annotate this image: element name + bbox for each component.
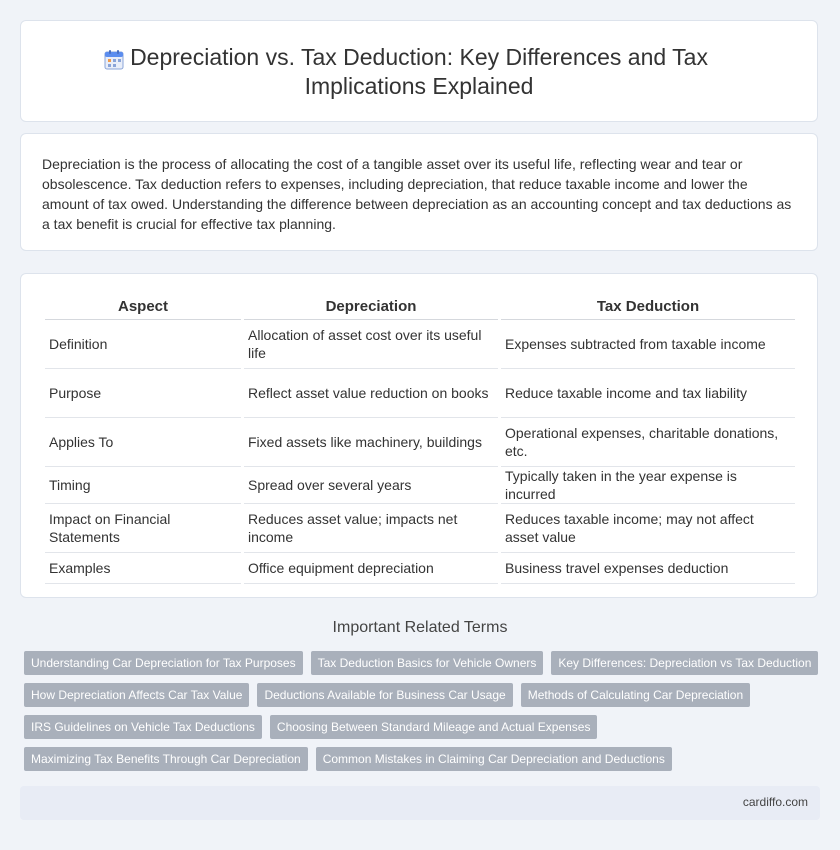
related-terms-list	[24, 651, 824, 779]
footer-site-link[interactable]: cardiffo.com	[742, 795, 808, 809]
table-cell: Examples	[45, 553, 241, 584]
page-title-line1: Depreciation vs. Tax Deduction: Key Differences and Tax	[130, 44, 708, 70]
table-cell: Applies To	[45, 418, 241, 467]
table-cell: Fixed assets like machinery, buildings	[244, 418, 498, 467]
table-row	[45, 553, 795, 584]
header-tax-deduction: Tax Deduction	[501, 294, 795, 320]
related-term-link[interactable]: Tax Deduction Basics for Vehicle Owners	[311, 651, 544, 675]
table-cell: Definition	[45, 320, 241, 369]
page-title	[21, 43, 817, 101]
table-cell: Office equipment depreciation	[244, 553, 498, 584]
intro-paragraph: Depreciation is the process of allocating the cost of a tangible asset over its useful life, reflecting wear and tear or obsolescence. Tax deduction refers to expenses, including depreciation, that reduce taxable income and lower the amount of tax owed. Understanding the difference between depreciation as an accounting concept and tax deductions as a tax benefit is crucial for effective tax planning.	[42, 156, 792, 232]
table-cell: Business travel expenses deduction	[501, 553, 795, 584]
related-term-link[interactable]: Understanding Car Depreciation for Tax Purposes	[24, 651, 303, 675]
footer	[20, 786, 820, 820]
related-term-link[interactable]: IRS Guidelines on Vehicle Tax Deductions	[24, 715, 262, 739]
table-row	[45, 504, 795, 553]
table-row	[45, 320, 795, 369]
table-cell: Expenses subtracted from taxable income	[501, 320, 795, 369]
table-header-row	[45, 294, 795, 320]
header-card	[20, 20, 818, 122]
comparison-table-card	[20, 273, 818, 598]
header-aspect: Aspect	[45, 294, 241, 320]
header-depreciation: Depreciation	[244, 294, 498, 320]
table-cell: Impact on Financial Statements	[45, 504, 241, 553]
related-term-link[interactable]: Common Mistakes in Claiming Car Depreciation and Deductions	[316, 747, 672, 771]
page-title-line2: Implications Explained	[304, 73, 534, 99]
table-row	[45, 369, 795, 418]
related-term-link[interactable]: Choosing Between Standard Mileage and Actual Expenses	[270, 715, 598, 739]
intro-card	[20, 133, 818, 251]
table-cell: Operational expenses, charitable donations, etc.	[501, 418, 795, 467]
table-cell: Reduce taxable income and tax liability	[501, 369, 795, 418]
table-cell: Timing	[45, 467, 241, 504]
related-terms-title: Important Related Terms	[332, 619, 508, 636]
table-row	[45, 467, 795, 504]
related-term-link[interactable]: Deductions Available for Business Car Usage	[257, 683, 512, 707]
table-cell: Reduces asset value; impacts net income	[244, 504, 498, 553]
related-term-link[interactable]: Methods of Calculating Car Depreciation	[521, 683, 750, 707]
related-term-link[interactable]: How Depreciation Affects Car Tax Value	[24, 683, 249, 707]
related-term-link[interactable]: Maximizing Tax Benefits Through Car Depreciation	[24, 747, 308, 771]
related-term-link[interactable]: Key Differences: Depreciation vs Tax Deduction	[551, 651, 818, 675]
comparison-table	[42, 294, 798, 584]
table-row	[45, 418, 795, 467]
table-cell: Typically taken in the year expense is incurred	[501, 467, 795, 504]
table-cell: Reduces taxable income; may not affect asset value	[501, 504, 795, 553]
table-cell: Spread over several years	[244, 467, 498, 504]
table-cell: Reflect asset value reduction on books	[244, 369, 498, 418]
table-cell: Purpose	[45, 369, 241, 418]
table-cell: Allocation of asset cost over its useful life	[244, 320, 498, 369]
